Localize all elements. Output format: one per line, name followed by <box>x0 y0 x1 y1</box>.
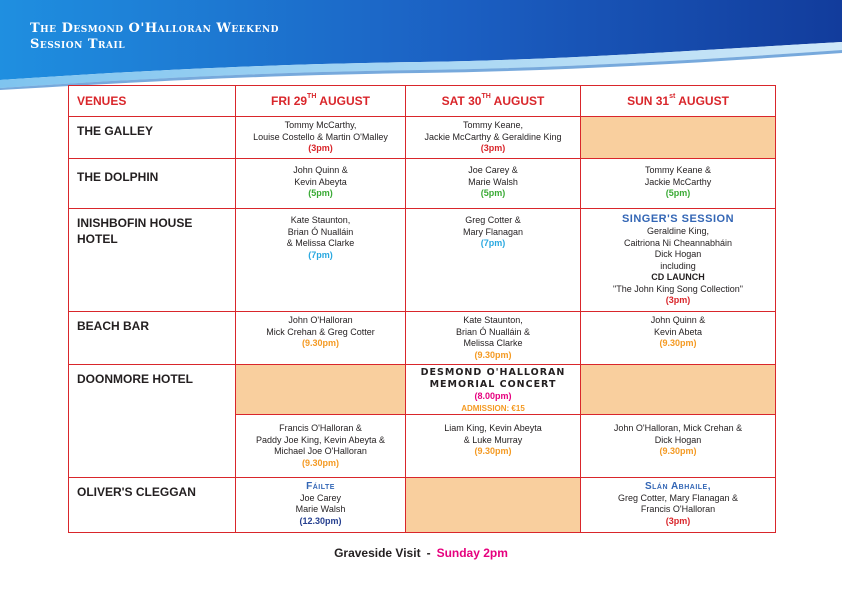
row-olivers-cleggan <box>69 478 776 533</box>
header-banner <box>0 0 842 90</box>
row-inishbofin-house-hotel <box>69 209 776 312</box>
footer-graveside-visit <box>0 546 842 560</box>
beach-sun: John Quinn & Kevin Abeta (9.30pm) <box>581 312 776 365</box>
row-the-galley <box>69 117 776 159</box>
col-header-venues: VENUES <box>69 86 236 117</box>
venue-doonmore-hotel: DOONMORE HOTEL <box>69 365 236 478</box>
page-title <box>30 21 279 53</box>
olivers-sat-empty <box>406 478 581 533</box>
inishbofin-fri: Kate Staunton, Brian Ó Nualláin & Melissa Clarke (7pm) <box>236 209 406 312</box>
venue-the-galley: THE GALLEY <box>69 117 236 159</box>
inishbofin-sun: SINGER'S SESSION Geraldine King, Caitriona Ni Cheannabháin Dick Hogan including CD LAUNCH "The John King Song Collection" (3pm) <box>581 209 776 312</box>
row-doonmore-hotel <box>69 365 776 415</box>
doonmore-sun-empty <box>581 365 776 415</box>
row-beach-bar <box>69 312 776 365</box>
venue-olivers-cleggan: OLIVER'S CLEGGAN <box>69 478 236 533</box>
dolphin-sat: Joe Carey & Marie Walsh (5pm) <box>406 159 581 209</box>
venue-beach-bar: BEACH BAR <box>69 312 236 365</box>
doonmore-fri-late: Francis O'Halloran & Paddy Joe King, Kevin Abeyta & Michael Joe O'Halloran (9.30pm) <box>236 415 406 478</box>
doonmore-sun-late: John O'Halloran, Mick Crehan & Dick Hogan (9.30pm) <box>581 415 776 478</box>
doonmore-fri-empty <box>236 365 406 415</box>
col-header-sat: SAT 30TH AUGUST <box>406 86 581 117</box>
inishbofin-sat: Greg Cotter & Mary Flanagan (7pm) <box>406 209 581 312</box>
galley-sat: Tommy Keane, Jackie McCarthy & Geraldine King (3pm) <box>406 117 581 159</box>
beach-fri: John O'Halloran Mick Crehan & Greg Cotter (9.30pm) <box>236 312 406 365</box>
venue-the-dolphin: THE DOLPHIN <box>69 159 236 209</box>
header-row <box>69 86 776 117</box>
footer-label: Graveside Visit <box>334 546 421 560</box>
row-the-dolphin <box>69 159 776 209</box>
session-trail-table <box>68 85 776 533</box>
dolphin-sun: Tommy Keane & Jackie McCarthy (5pm) <box>581 159 776 209</box>
doonmore-sat-concert: DESMOND O'HALLORAN MEMORIAL CONCERT (8.00pm) ADMISSION: €15 <box>406 365 581 415</box>
doonmore-sat-late: Liam King, Kevin Abeyta & Luke Murray (9.30pm) <box>406 415 581 478</box>
footer-time: Sunday 2pm <box>436 546 508 560</box>
col-header-fri: FRI 29TH AUGUST <box>236 86 406 117</box>
olivers-sun: Slán Abhaile, Greg Cotter, Mary Flanagan & Francis O'Halloran (3pm) <box>581 478 776 533</box>
title-line-2: Session Trail <box>30 37 126 52</box>
olivers-fri: Fáilte Joe Carey Marie Walsh (12.30pm) <box>236 478 406 533</box>
col-header-sun: SUN 31st AUGUST <box>581 86 776 117</box>
title-line-1: The Desmond O'Halloran Weekend <box>30 21 279 36</box>
footer-separator: - <box>426 546 431 560</box>
beach-sat: Kate Staunton, Brian Ó Nualláin & Melissa Clarke (9.30pm) <box>406 312 581 365</box>
galley-sun-empty <box>581 117 776 159</box>
dolphin-fri: John Quinn & Kevin Abeyta (5pm) <box>236 159 406 209</box>
galley-fri: Tommy McCarthy, Louise Costello & Martin O'Malley (3pm) <box>236 117 406 159</box>
venue-inishbofin-house-hotel: INISHBOFIN HOUSE HOTEL <box>69 209 236 312</box>
